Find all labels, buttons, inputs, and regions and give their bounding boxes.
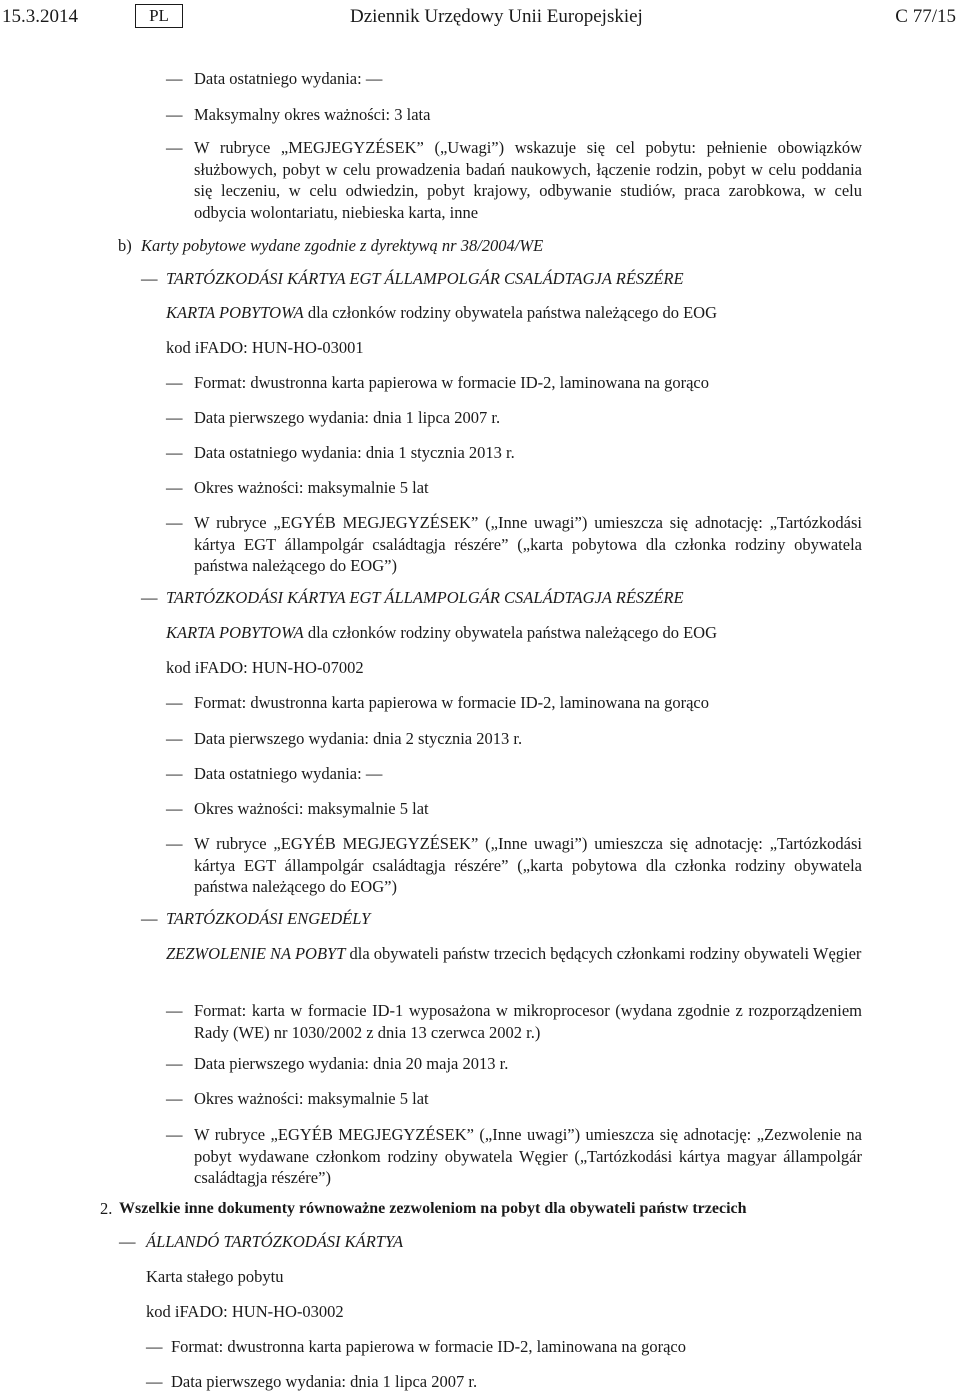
list-marker-b: b) xyxy=(118,236,132,255)
dash-marker: — xyxy=(166,764,183,783)
dash-marker: — xyxy=(166,443,183,462)
card-subtitle: KARTA POBYTOWA dla członków rodziny obywatela państwa należącego do EOG xyxy=(166,623,718,642)
dash-marker: — xyxy=(166,69,183,88)
format-line: Format: dwustronna karta papierowa w formacie ID-2, laminowana na gorąco xyxy=(194,693,709,712)
card-subtitle: ZEZWOLENIE NA POBYT dla obywateli państw trzecich będących członkami rodziny obywateli Węgier xyxy=(166,944,862,963)
dash-marker: — xyxy=(166,513,183,532)
last-issue-line: Data ostatniego wydania: — xyxy=(194,69,383,88)
dash-marker: — xyxy=(141,588,158,607)
format-line: Format: dwustronna karta papierowa w formacie ID-2, laminowana na gorąco xyxy=(171,1337,686,1356)
dash-marker: — xyxy=(166,105,183,124)
card-title: TARTÓZKODÁSI ENGEDÉLY xyxy=(166,909,371,928)
card-subtitle: Karta stałego pobytu xyxy=(146,1267,284,1286)
section-2-title: Wszelkie inne dokumenty równoważne zezwoleniom na pobyt dla obywateli państw trzecich xyxy=(119,1200,747,1217)
dash-marker: — xyxy=(166,799,183,818)
remarks-paragraph: W rubryce „EGYÉB MEGJEGYZÉSEK” („Inne uwagi”) umieszcza się adnotację: „Tartózkodási kártya EGT állampolgár családtagja részére” („karta pobytowa dla członka rodziny obywatela państwa należącego do EOG”) xyxy=(194,513,862,575)
journal-reference: C 77/15 xyxy=(895,6,956,27)
dash-marker: — xyxy=(166,1125,183,1144)
section-b-title: Karty pobytowe wydane zgodnie z dyrektywą nr 38/2004/WE xyxy=(141,236,544,255)
max-validity-line: Maksymalny okres ważności: 3 lata xyxy=(194,105,431,124)
dash-marker: — xyxy=(141,909,158,928)
ifado-code: kod iFADO: HUN-HO-03001 xyxy=(166,338,364,357)
dash-marker: — xyxy=(146,1337,163,1356)
dash-marker: — xyxy=(166,1054,183,1073)
format-line: Format: karta w formacie ID-1 wyposażona w mikroprocesor (wydana zgodnie z rozporządzeniem Rady (WE) nr 1030/2002 z dnia 13 czerwca 2002 r.) xyxy=(194,1001,862,1042)
ifado-code: kod iFADO: HUN-HO-03002 xyxy=(146,1302,344,1321)
remarks-paragraph: W rubryce „MEGJEGYZÉSEK” („Uwagi”) wskazuje się cel pobytu: pełnienie obowiązków służbowych, pobyt w celu prowadzenia badań naukowych, łączenie rodzin, pobyt w celu poddania się leczeniu, w celu odwiedzin, pobyt krajowy, odbywanie studiów, praca zarobkowa, w celu odbycia wolontariatu, niebieska karta, inne xyxy=(194,138,862,222)
remarks-paragraph: W rubryce „EGYÉB MEGJEGYZÉSEK” („Inne uwagi”) umieszcza się adnotację: „Tartózkodási kártya EGT állampolgár családtagja részére” („karta pobytowa dla członka rodziny obywatela państwa należącego do EOG”) xyxy=(194,834,862,896)
page-header xyxy=(0,4,960,28)
remarks-paragraph: W rubryce „EGYÉB MEGJEGYZÉSEK” („Inne uwagi”) umieszcza się adnotację: „Zezwolenie na pobyt wydawane członkom rodziny obywatela Węgier („Tartózkodási kártya magyar állampolgár családtagja részére”) xyxy=(194,1125,862,1187)
ifado-code: kod iFADO: HUN-HO-07002 xyxy=(166,658,364,677)
card-title: TARTÓZKODÁSI KÁRTYA EGT ÁLLAMPOLGÁR CSALÁDTAGJA RÉSZÉRE xyxy=(166,269,684,288)
card-subtitle: KARTA POBYTOWA dla członków rodziny obywatela państwa należącego do EOG xyxy=(166,303,718,322)
dash-marker: — xyxy=(166,138,183,157)
card-title: ÁLLANDÓ TARTÓZKODÁSI KÁRTYA xyxy=(146,1232,404,1251)
last-issue-line: Data ostatniego wydania: — xyxy=(194,764,383,783)
dash-marker: — xyxy=(141,269,158,288)
card-title: TARTÓZKODÁSI KÁRTYA EGT ÁLLAMPOLGÁR CSALÁDTAGJA RÉSZÉRE xyxy=(166,588,684,607)
first-issue-line: Data pierwszego wydania: dnia 20 maja 2013 r. xyxy=(194,1054,509,1073)
dash-marker: — xyxy=(166,693,183,712)
dash-marker: — xyxy=(166,478,183,497)
publication-date: 15.3.2014 xyxy=(2,6,78,27)
language-badge: PL xyxy=(135,4,183,28)
validity-line: Okres ważności: maksymalnie 5 lat xyxy=(194,799,429,818)
validity-line: Okres ważności: maksymalnie 5 lat xyxy=(194,478,429,497)
dash-marker: — xyxy=(166,1001,183,1020)
dash-marker: — xyxy=(119,1232,136,1251)
format-line: Format: dwustronna karta papierowa w formacie ID-2, laminowana na gorąco xyxy=(194,373,709,392)
list-marker-2: 2. xyxy=(100,1199,113,1218)
validity-line: Okres ważności: maksymalnie 5 lat xyxy=(194,1089,429,1108)
dash-marker: — xyxy=(166,834,183,853)
last-issue-line: Data ostatniego wydania: dnia 1 stycznia 2013 r. xyxy=(194,443,515,462)
dash-marker: — xyxy=(166,408,183,427)
dash-marker: — xyxy=(146,1372,163,1391)
first-issue-line: Data pierwszego wydania: dnia 2 stycznia 2013 r. xyxy=(194,729,523,748)
first-issue-line: Data pierwszego wydania: dnia 1 lipca 2007 r. xyxy=(194,408,501,427)
journal-title: Dziennik Urzędowy Unii Europejskiej xyxy=(350,6,643,27)
dash-marker: — xyxy=(166,729,183,748)
dash-marker: — xyxy=(166,373,183,392)
first-issue-line: Data pierwszego wydania: dnia 1 lipca 2007 r. xyxy=(171,1372,478,1391)
dash-marker: — xyxy=(166,1089,183,1108)
